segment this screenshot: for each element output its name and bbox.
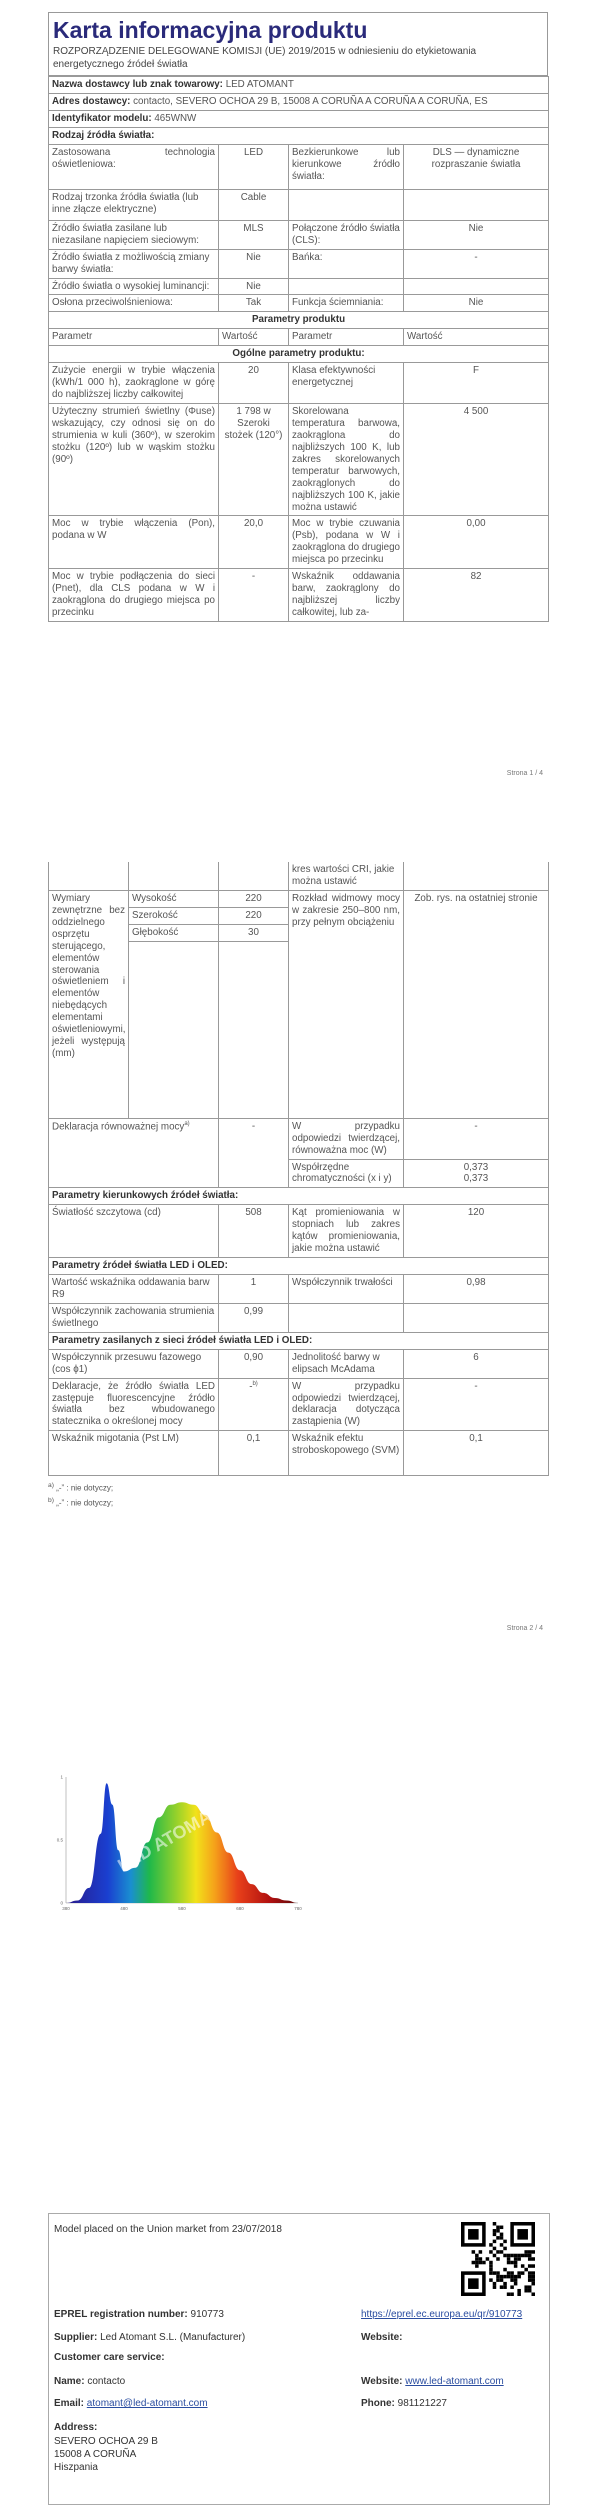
qr-module (489, 2268, 493, 2272)
qr-module (503, 2282, 507, 2286)
qr-module (489, 2278, 493, 2282)
qr-module (507, 2275, 511, 2279)
qr-module (517, 2289, 521, 2293)
qr-code-icon[interactable] (461, 2222, 535, 2296)
table-row: Źródło światła zasilane lub niezasilane napięciem sieciowym: MLS Połączone źródło światła (CLS): Nie (49, 220, 549, 249)
model-value: 465WNW (154, 112, 197, 124)
general-params-heading: Ogólne parametry produktu: (49, 346, 549, 363)
table-row: Deklaracja równoważnej mocy$^{a)}$ - W przypadku odpowiedzi twierdzącej, równoważna moc (W) - (49, 1118, 549, 1159)
qr-module (514, 2264, 518, 2268)
qr-module (528, 2257, 532, 2261)
table-row (49, 862, 549, 890)
mains-heading: Parametry zasilanych z sieci źródeł światła LED i OLED: (49, 1332, 549, 1349)
table-row: Współczynnik zachowania strumienia świetlnego 0,99 (49, 1303, 549, 1332)
qr-module (510, 2278, 514, 2282)
qr-module (493, 2229, 497, 2233)
page-number: Strona 2 / 4 (506, 1625, 543, 1632)
email-link[interactable]: atomant@led-atomant.com (86, 2398, 208, 2409)
table-row: Zastosowana technologia oświetleniowa: LED Bezkierunkowe lub kierunkowe źródło światła: DLS — dynamiczne rozpraszanie światła (49, 144, 549, 189)
qr-module (507, 2271, 511, 2275)
qr-module (493, 2271, 497, 2275)
table-row: Współczynnik przesuwu fazowego (cos ϕ1) 0,90 Jednolitość barwy w elipsach McAdama 6 (49, 1349, 549, 1378)
spectral-value: Zob. rys. na ostatniej stronie (404, 890, 549, 1118)
sheet-header (48, 12, 548, 76)
qr-module (521, 2271, 525, 2275)
qr-module (493, 2282, 497, 2286)
table-row: Głębokość 30 (49, 924, 549, 941)
qr-module (531, 2275, 535, 2279)
qr-module (510, 2261, 514, 2265)
qr-module (482, 2261, 486, 2265)
y-tick-label: 0 (60, 1900, 63, 1906)
footnote-a: $^{a)}$ „-” : nie dotyczy; (48, 1482, 114, 1493)
qr-module (514, 2278, 518, 2282)
qr-module (489, 2261, 493, 2265)
qr-module (514, 2275, 518, 2279)
qr-module (517, 2271, 521, 2275)
qr-module (531, 2250, 535, 2254)
eprel-number: 910773 (190, 2309, 224, 2320)
x-tick-label: 480 (120, 1906, 128, 1911)
qr-module (472, 2250, 476, 2254)
spectrum-area (66, 1783, 298, 1903)
qr-module (524, 2289, 528, 2293)
x-tick-label: 680 (236, 1906, 244, 1911)
cri-continued: kres wartości CRI, jakie można ustawić (289, 862, 404, 890)
qr-module (500, 2250, 504, 2254)
qr-module (514, 2257, 518, 2261)
product-params-continued (48, 862, 549, 1476)
table-row: Wskaźnik migotania (Pst LM) 0,1 Wskaźnik efektu stroboskopowego (SVM) 0,1 (49, 1431, 549, 1476)
qr-module (479, 2257, 483, 2261)
qr-module (510, 2275, 514, 2279)
table-row: Moc w trybie włączenia (Pon), podana w W 20,0 Moc w trybie czuwania (Psb), podana w W i zaokrąglona do drugiego miejsca po przecinku 0,00 (49, 516, 549, 569)
qr-module (521, 2264, 525, 2268)
regulation-subtitle: ROZPORZĄDZENIE DELEGOWANE KOMISJI (UE) 2019/2015 w odniesieniu do etykietowania energetycznego źródeł światła (53, 46, 477, 70)
qr-module (493, 2240, 497, 2244)
contact-name: contacto (87, 2376, 126, 2387)
qr-module (507, 2257, 511, 2261)
qr-module (517, 2275, 521, 2279)
table-row: Zużycie energii w trybie włączenia (kWh/1 000 h), zaokrąglone w górę do najbliższej liczby całkowitej 20 Klasa efektywności energetycznej F (49, 363, 549, 404)
qr-module (524, 2285, 528, 2289)
qr-module (475, 2261, 479, 2265)
qr-module (500, 2278, 504, 2282)
qr-module (514, 2254, 518, 2258)
qr-module (514, 2261, 518, 2265)
x-tick-label: 580 (178, 1906, 186, 1911)
qr-finder-core (517, 2229, 528, 2240)
qr-module (496, 2257, 500, 2261)
qr-module (503, 2268, 507, 2272)
supplier-value: LED ATOMANT (225, 79, 294, 90)
qr-finder-core (468, 2278, 479, 2289)
qr-module (528, 2285, 532, 2289)
qr-module (496, 2250, 500, 2254)
qr-module (531, 2282, 535, 2286)
qr-module (528, 2254, 532, 2258)
placed-on-market: Model placed on the Union market from 23/07/2018 (54, 2224, 282, 2235)
qr-module (496, 2275, 500, 2279)
supplier-name: Led Atomant S.L. (Manufacturer) (100, 2332, 246, 2343)
qr-module (531, 2292, 535, 2296)
table-row: Szerokość 220 (49, 907, 549, 924)
qr-module (486, 2257, 490, 2261)
address-value: contacto, SEVERO OCHOA 29 B, 15008 A CORUÑA A CORUÑA A CORUÑA, ES (133, 95, 488, 107)
qr-module (507, 2292, 511, 2296)
qr-module (531, 2271, 535, 2275)
spectral-label: Rozkład widmowy mocy w zakresie 250–800 nm, przy pełnym obciążeniu (289, 890, 404, 1118)
qr-module (500, 2243, 504, 2247)
spectrum-chart (48, 1765, 308, 1920)
qr-module (496, 2278, 500, 2282)
table-row: Światłość szczytowa (cd) 508 Kąt promieniowania w stopniach lub zakres kątów promieniowania, jakie można ustawić 120 (49, 1205, 549, 1258)
qr-module (475, 2254, 479, 2258)
qr-module (510, 2254, 514, 2258)
qr-module (500, 2236, 504, 2240)
table-row: Deklaracje, że źródło światła LED zastępuje fluorescencyjne źródło światła bez wbudowanego statecznika o określonej mocy -$^{b)}$ W przypadku odpowiedzi twierdzącej, deklaracja dotycząca zastąpienia (W) - (49, 1378, 549, 1431)
qr-module (475, 2264, 479, 2268)
table-row: Osłona przeciwolśnieniowa: Tak Funkcja ściemniania: Nie (49, 295, 549, 312)
qr-module (528, 2275, 532, 2279)
address-line-2: 15008 A CORUÑA (54, 2449, 137, 2460)
qr-module (489, 2243, 493, 2247)
phone-number: 981121227 (397, 2398, 447, 2409)
qr-module (493, 2222, 497, 2226)
qr-module (503, 2247, 507, 2251)
table-row: Wymiary zewnętrzne bez oddzielnego osprzętu sterującego, elementów sterowania oświetleniem i elementów niebędących elementami oświetleniowymi, jeżeli występują (mm) Wysokość 220 Rozkład widmowy mocy w zakresie 250–800 nm, przy pełnym obciążeniu Zob. rys. na ostatniej stronie (49, 890, 549, 907)
qr-module (496, 2236, 500, 2240)
qr-module (531, 2278, 535, 2282)
website-label: Website: (361, 2332, 403, 2343)
qr-module (493, 2254, 497, 2258)
qr-module (524, 2268, 528, 2272)
qr-module (517, 2257, 521, 2261)
qr-module (528, 2289, 532, 2293)
footnote-b: $^{b)}$ „-” : nie dotyczy; (48, 1496, 114, 1508)
qr-module (479, 2261, 483, 2265)
qr-module (524, 2250, 528, 2254)
x-tick-label: 780 (294, 1906, 302, 1911)
table-row: Współrzędne chromatyczności (x i y) 0,373 0,373 (49, 1159, 549, 1188)
website-link[interactable]: www.led-atomant.com (405, 2376, 504, 2387)
qr-module (500, 2233, 504, 2237)
qr-module (524, 2254, 528, 2258)
qr-module (489, 2250, 493, 2254)
qr-module (489, 2271, 493, 2275)
eprel-link[interactable]: https://eprel.ec.europa.eu/qr/910773 (361, 2309, 523, 2320)
qr-module (517, 2292, 521, 2296)
y-tick-label: 1 (60, 1774, 63, 1780)
qr-module (493, 2247, 497, 2251)
qr-module (503, 2285, 507, 2289)
qr-module (503, 2240, 507, 2244)
qr-module (503, 2254, 507, 2258)
table-row: Moc w trybie podłączenia do sieci (Pnet), dla CLS podana w W i zaokrąglona do drugiego miejsca po przecinku - Wskaźnik oddawania barw, zaokrąglony do najbliższej liczby całkowitej, lub za- 82 (49, 569, 549, 622)
supplier-table (48, 76, 549, 622)
qr-module (475, 2257, 479, 2261)
qr-module (521, 2254, 525, 2258)
directional-heading: Parametry kierunkowych źródeł światła: (49, 1188, 549, 1205)
table-row: Użyteczny strumień świetlny (Φuse) wskazujący, czy odnosi się on do strumienia w kuli (360º), w szerokim stożku (120º) lub w wąskim stożku (90º) 1 798 w Szeroki stożek (120°) Skorelowana temperatura barwowa, zaokrąglona do najbliższych 100 K, lub zakres skorelowanych temperatur barwowych, zaokrąglonych do najbliższych 100 K, jakie można ustawić 4 500 (49, 404, 549, 516)
qr-module (528, 2250, 532, 2254)
qr-module (528, 2264, 532, 2268)
model-row: Identyfikator modelu: 465WNW (49, 110, 549, 127)
eprel-card: Model placed on the Union market from 23/07/2018 EPREL registration number: 910773 https://eprel.ec.europa.eu/qr/910773 Supplier: Led Atomant S.L. (Manufacturer) Website: Customer care service: Name: contacto Website: www.led-atomant.com Email: atomant@led-atomant.com Phone: 981121227 Address: SEVERO OCHOA 29 B 15008 A CORUÑA Hiszpania (48, 2213, 550, 2505)
address-row: Adres dostawcy: contacto, SEVERO OCHOA 29 B, 15008 A CORUÑA A CORUÑA A CORUÑA, ES (49, 93, 549, 110)
qr-finder-core (468, 2229, 479, 2240)
equivalent-power-label: Deklaracja równoważnej mocy$^{a)}$ (49, 1118, 219, 1188)
qr-module (479, 2250, 483, 2254)
qr-module (493, 2233, 497, 2237)
dimensions-label: Wymiary zewnętrzne bez oddzielnego osprzętu sterującego, elementów sterowania oświetleniem i elementów niebędących elementami oświetleniowymi, jeżeli występują (mm) (49, 890, 129, 1118)
qr-module (507, 2261, 511, 2265)
table-row: Źródło światła o wysokiej luminancji: Nie (49, 278, 549, 295)
qr-module (472, 2261, 476, 2265)
qr-module (500, 2285, 504, 2289)
qr-module (514, 2282, 518, 2286)
column-headers: Parametr Wartość Parametr Wartość (49, 329, 549, 346)
qr-module (517, 2254, 521, 2258)
page-number: Strona 1 / 4 (506, 770, 543, 777)
address-label: Address: (54, 2422, 98, 2433)
qr-module (496, 2271, 500, 2275)
table-row: Źródło światła z możliwością zmiany barwy światła: Nie Bańka: - (49, 249, 549, 278)
qr-module (507, 2254, 511, 2258)
address-line-3: Hiszpania (54, 2462, 98, 2473)
table-row: Wartość wskaźnika oddawania barw R9 1 Współczynnik trwałości 0,98 (49, 1275, 549, 1304)
page-title: Karta informacyjna produktu (53, 17, 368, 43)
qr-module (531, 2264, 535, 2268)
qr-module (510, 2271, 514, 2275)
qr-module (500, 2275, 504, 2279)
watermark: LED ATOMANT (114, 1793, 236, 1876)
qr-module (510, 2285, 514, 2289)
qr-module (528, 2278, 532, 2282)
page-1 (48, 12, 548, 622)
x-tick-label: 380 (62, 1906, 70, 1911)
qr-module (496, 2226, 500, 2230)
qr-module (503, 2275, 507, 2279)
product-params-heading: Parametry produktu (49, 312, 549, 329)
qr-module (496, 2229, 500, 2233)
qr-module (528, 2271, 532, 2275)
address-line-1: SEVERO OCHOA 29 B (54, 2436, 158, 2447)
customer-care-label: Customer care service: (54, 2352, 165, 2363)
qr-module (500, 2226, 504, 2230)
table-row: Rodzaj trzonka źródła światła (lub inne złącze elektryczne) Cable (49, 189, 549, 220)
qr-module (531, 2257, 535, 2261)
y-tick-label: 0.5 (56, 1837, 63, 1843)
led-heading: Parametry źródeł światła LED i OLED: (49, 1258, 549, 1275)
qr-module (510, 2292, 514, 2296)
qr-module (489, 2264, 493, 2268)
page-2 (48, 862, 548, 1508)
supplier-row: Nazwa dostawcy lub znak towarowy: LED ATOMANT (49, 77, 549, 94)
light-source-type-heading: Rodzaj źródła światła: (49, 127, 549, 144)
chromaticity-values: 0,373 0,373 (404, 1159, 549, 1188)
qr-module (493, 2285, 497, 2289)
